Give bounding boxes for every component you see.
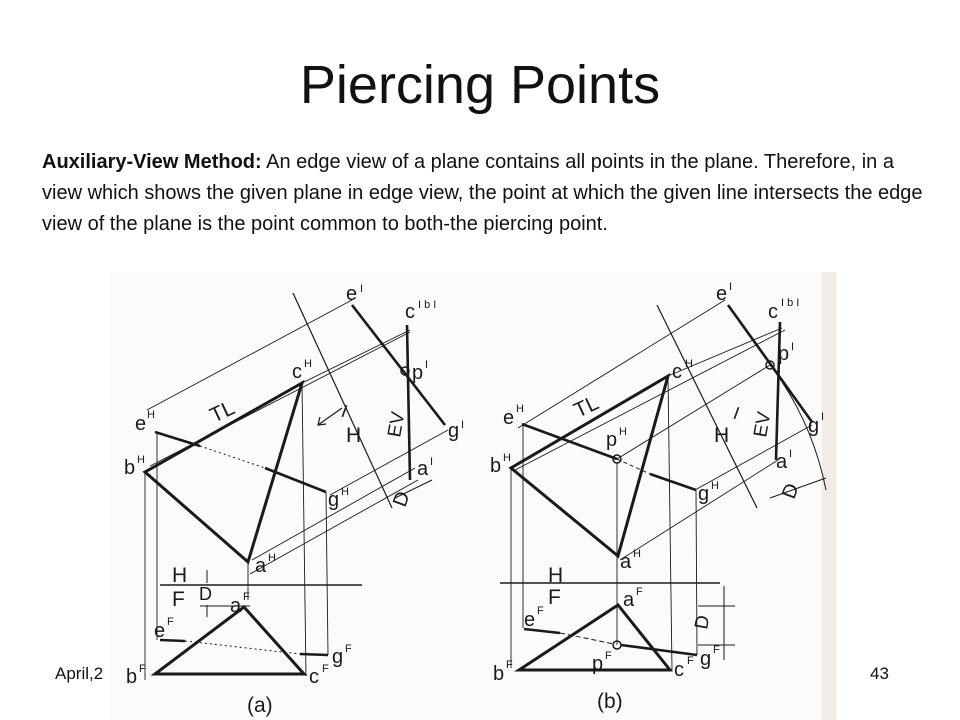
label-e-aux-sup-b: I — [729, 281, 733, 293]
label-a-front-sup-b: F — [636, 586, 643, 598]
label-a-top-b: a — [620, 551, 632, 573]
label-h-aux-b: H — [714, 424, 730, 447]
figure-background — [110, 272, 835, 720]
label-g-aux-sup-b: I — [821, 411, 825, 423]
page-number: 43 — [870, 664, 889, 683]
label-g-front-b: g — [700, 648, 712, 670]
label-g-top-sup: H — [341, 486, 349, 498]
label-g-top-sup-b: H — [711, 480, 719, 492]
label-p-front-b: p — [592, 653, 604, 675]
label-e-aux-b: e — [716, 283, 728, 305]
slide-title: Piercing Points — [299, 55, 661, 115]
label-c-top-sup: H — [304, 358, 312, 370]
label-e-top-b: e — [503, 407, 515, 429]
label-c-front-sup: F — [322, 663, 329, 675]
method-heading: Auxiliary-View Method: — [42, 151, 262, 173]
label-p-aux-sup-b: I — [791, 341, 795, 353]
label-ev: EV — [384, 410, 410, 439]
method-description: An edge view of a plane contains all points in the plane. Therefore, in a view which shows the given plane in edge view, the point at which the given line intersects the edge view of the plane is the point common to both-the piercing point. — [42, 151, 923, 235]
label-c-front-sup-b: F — [687, 655, 694, 667]
label-g-front: g — [332, 646, 344, 668]
label-cb-aux-b: c — [768, 301, 778, 323]
line-eg-front-right — [300, 654, 328, 655]
label-g-aux-b: g — [808, 415, 820, 437]
caption-b: (b) — [597, 690, 623, 713]
label-e-aux-sup: I — [360, 283, 364, 295]
label-a-front: a — [230, 595, 242, 617]
label-b-top-b: b — [490, 455, 502, 477]
label-e-front-b: e — [524, 609, 536, 631]
label-d-fold-b: D — [691, 613, 715, 631]
label-a-aux-b: a — [776, 451, 788, 473]
label-a-front-b: a — [623, 589, 635, 611]
label-tl: TL — [206, 396, 239, 428]
label-a-top: a — [255, 555, 267, 577]
label-e-aux: e — [346, 283, 358, 305]
label-b-top: b — [124, 457, 136, 479]
label-e-top: e — [135, 413, 147, 435]
label-i-aux-b: I — [730, 402, 743, 424]
label-a-aux: a — [417, 458, 429, 480]
label-g-top-b: g — [698, 483, 710, 505]
label-c-front-b: c — [674, 659, 684, 681]
label-p-top-b: p — [606, 429, 618, 451]
label-i-aux: I — [338, 400, 351, 422]
label-c-front: c — [309, 666, 319, 688]
label-e-front-sup: F — [167, 616, 174, 628]
label-b-front-b: b — [493, 663, 505, 685]
label-g-front-sup-b: F — [713, 644, 720, 656]
label-c-top-b: c — [672, 361, 682, 383]
label-g-aux: g — [448, 420, 460, 442]
label-e-top-sup: H — [147, 409, 155, 421]
footer-date: April,2 — [55, 664, 104, 683]
label-h-aux: H — [346, 424, 362, 447]
label-a-aux-sup: I — [430, 456, 434, 468]
label-b-front: b — [126, 666, 138, 688]
label-e-front-sup-b: F — [537, 605, 544, 617]
label-c-top-sup-b: H — [685, 358, 693, 370]
label-cb-aux-sup-b: I b I — [781, 297, 800, 309]
label-d-fold: D — [199, 584, 212, 604]
label-f-fold: F — [172, 588, 185, 611]
label-a-front-sup: F — [243, 591, 250, 603]
label-cb-aux-sup: I b I — [418, 299, 437, 311]
label-g-aux-sup: I — [461, 419, 465, 431]
label-g-front-sup: F — [345, 643, 352, 655]
label-g-top: g — [328, 489, 340, 511]
caption-a: (a) — [247, 694, 273, 717]
label-h-fold: H — [172, 564, 188, 587]
label-p-aux-sup: I — [425, 359, 429, 371]
label-p-front-sup-b: F — [605, 650, 612, 662]
label-a-top-sup-b: H — [633, 548, 641, 560]
label-b-top-sup-b: H — [503, 452, 511, 464]
label-b-top-sup: H — [137, 454, 145, 466]
label-p-aux-b: p — [778, 343, 790, 365]
label-ev-b: EV — [750, 410, 776, 439]
label-p-aux: p — [412, 362, 424, 384]
label-a-top-sup: H — [268, 552, 276, 564]
label-a-aux-sup-b: I — [789, 448, 793, 460]
label-b-front-sup: F — [139, 663, 146, 675]
label-f-fold-b: F — [548, 586, 561, 609]
label-cb-aux: c — [405, 301, 415, 323]
label-e-front: e — [154, 620, 166, 642]
label-b-front-sup-b: F — [506, 659, 513, 671]
label-c-top: c — [292, 361, 302, 383]
label-d-aux: D — [389, 488, 415, 510]
label-h-fold-b: H — [548, 564, 564, 587]
label-d-aux-b: D — [778, 480, 804, 502]
label-p-top-sup-b: H — [619, 426, 627, 438]
label-tl-b: TL — [570, 391, 603, 423]
page-edge-shadow — [822, 272, 836, 720]
label-e-top-sup-b: H — [516, 403, 524, 415]
